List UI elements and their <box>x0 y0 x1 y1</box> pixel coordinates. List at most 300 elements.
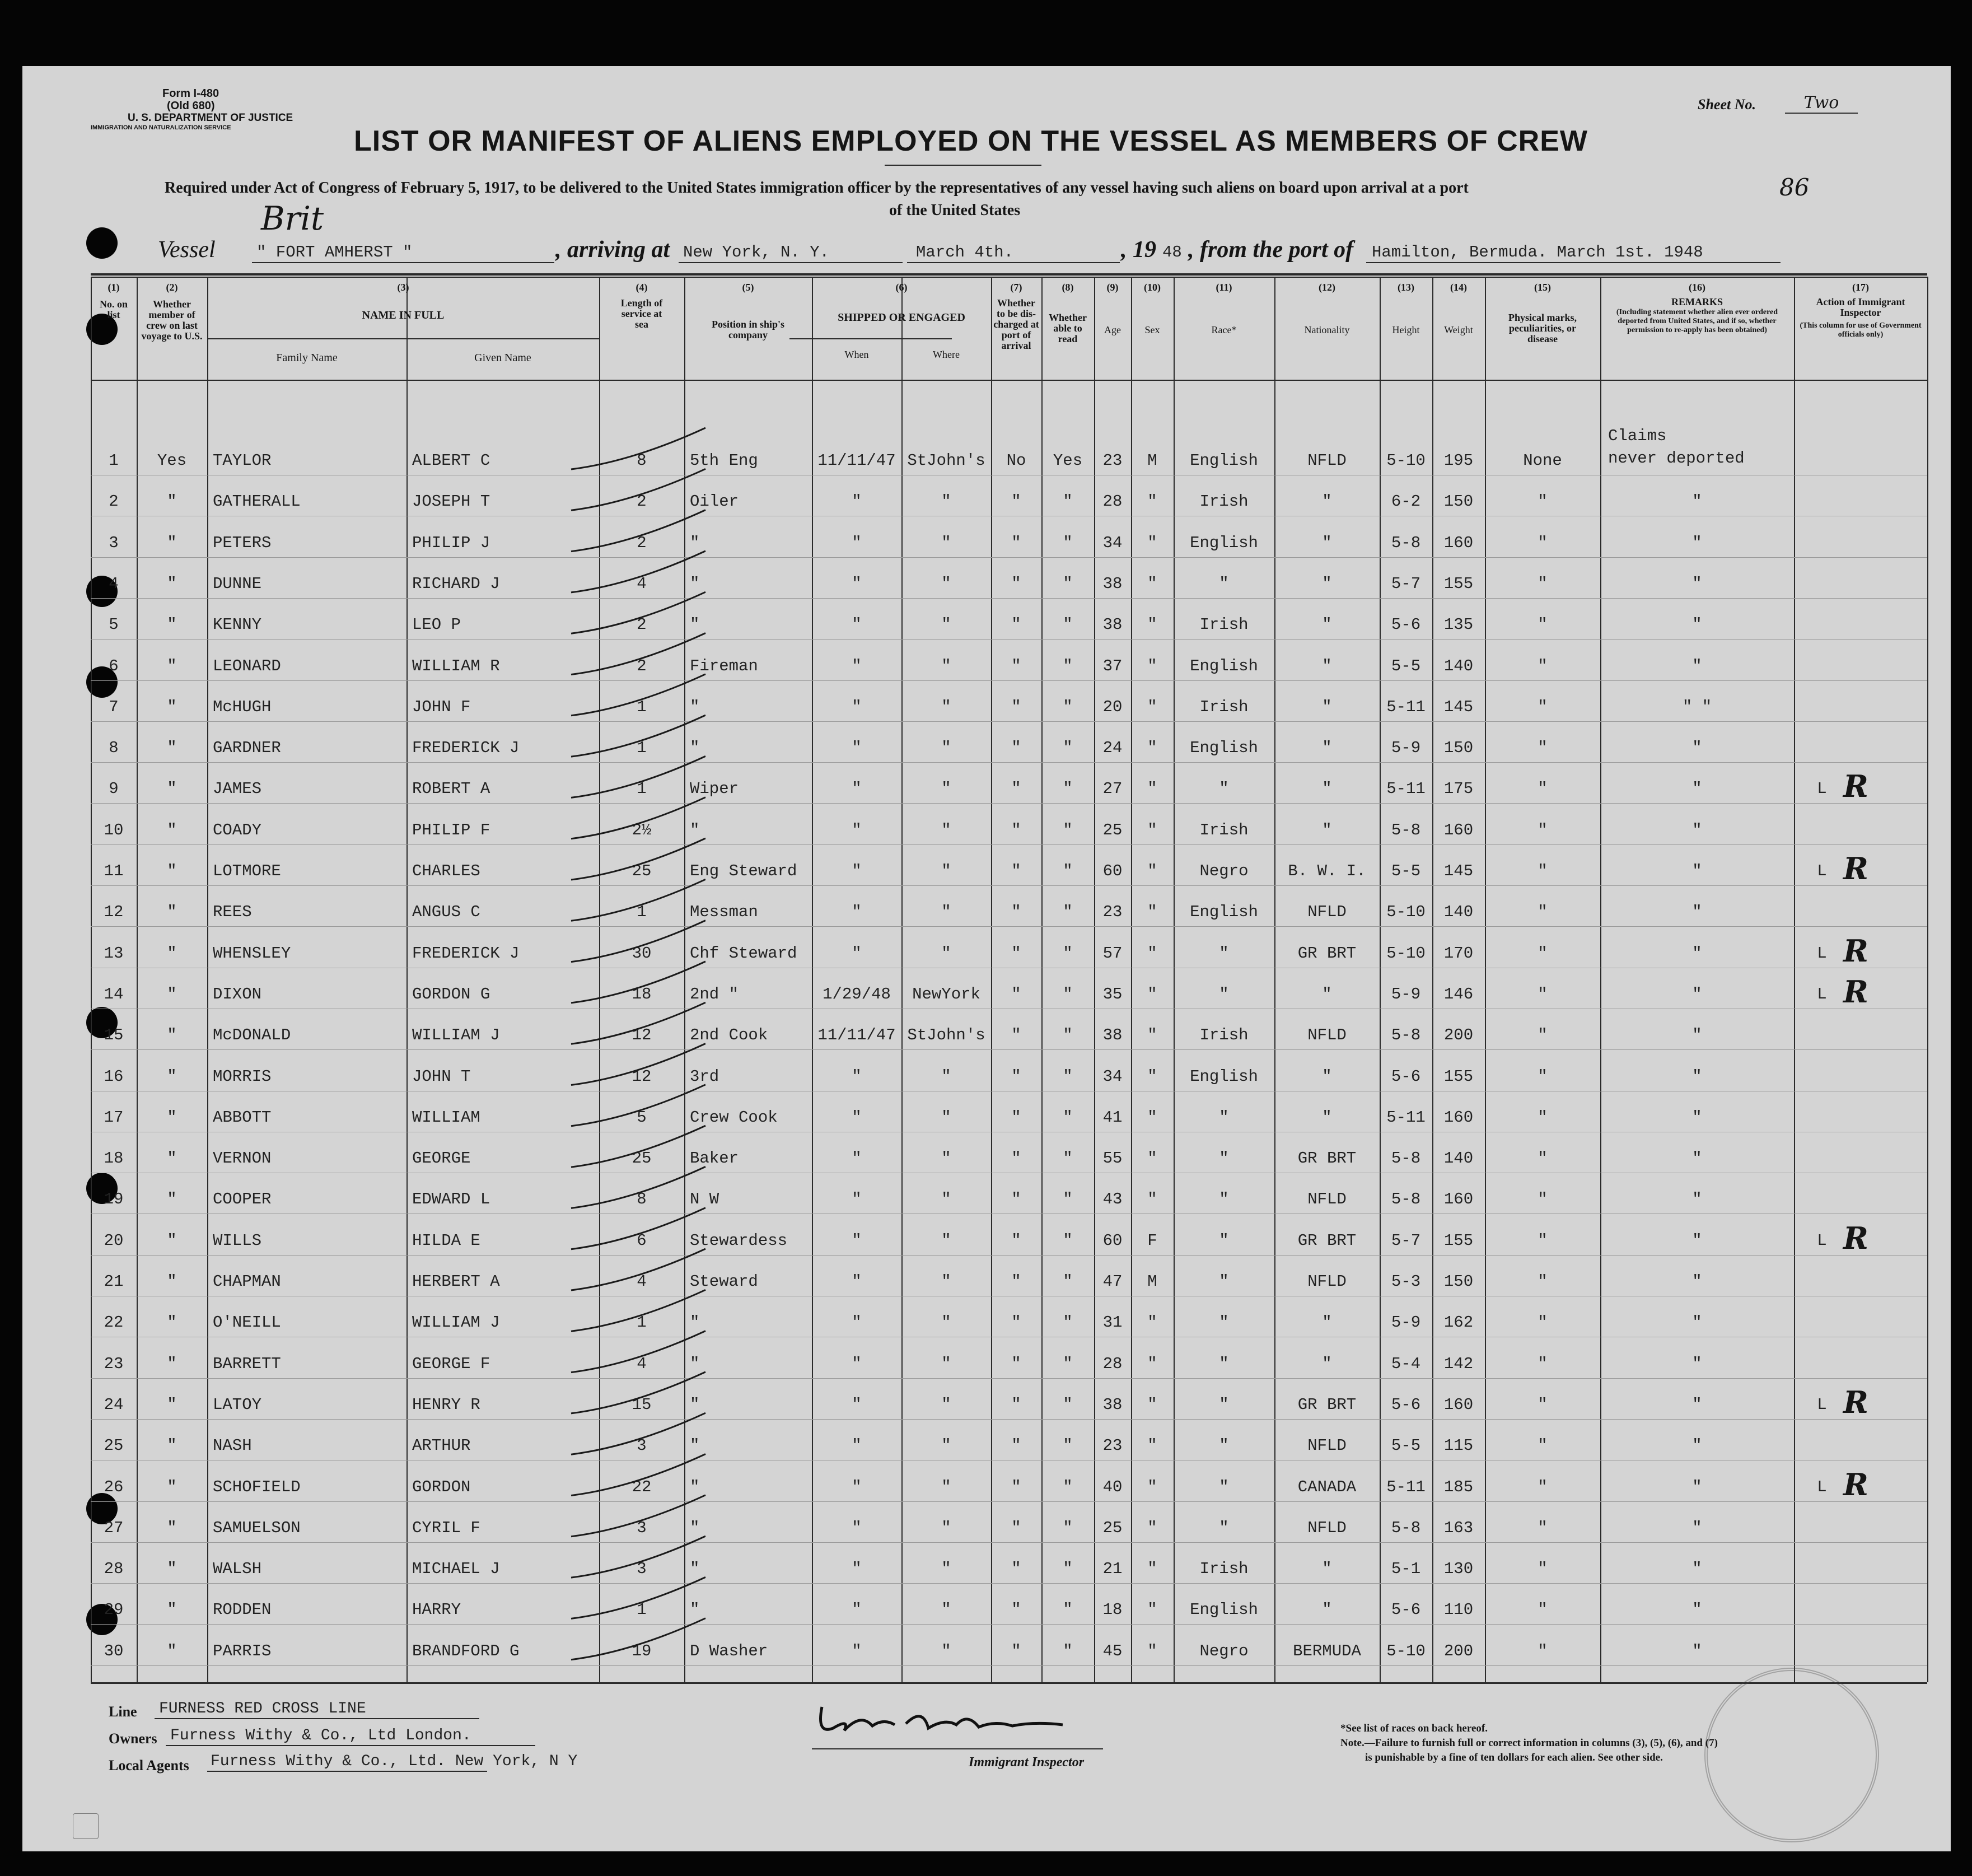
row-rule <box>91 762 1927 763</box>
position: Wiper <box>690 780 739 799</box>
nationality: GR BRT <box>1297 944 1357 963</box>
last-voyage: " <box>167 1272 177 1291</box>
column-divider <box>1485 277 1486 1682</box>
remarks: " <box>1692 1600 1702 1620</box>
age: 57 <box>1102 944 1123 963</box>
family-name: LATOY <box>213 1395 262 1414</box>
row-number: 4 <box>109 574 119 593</box>
shipped-where: " <box>941 903 951 922</box>
col-4-number: (4) <box>635 282 648 293</box>
able-to-read: " <box>1063 533 1073 552</box>
sex: " <box>1147 944 1157 963</box>
col-8-header: Whether able to read <box>1049 312 1087 344</box>
col-10-header: Sex <box>1144 324 1160 335</box>
age: 23 <box>1102 1436 1123 1455</box>
inspector-label: Immigrant Inspector <box>969 1755 1085 1770</box>
given-name: GORDON G <box>412 984 490 1004</box>
discharged: " <box>1011 492 1021 511</box>
height: 5-6 <box>1391 615 1421 634</box>
age: 21 <box>1102 1560 1123 1579</box>
remarks: " <box>1692 944 1702 963</box>
able-to-read: Yes <box>1053 451 1083 470</box>
physical-marks: None <box>1523 451 1562 470</box>
col-14-number: (14) <box>1450 282 1467 293</box>
able-to-read: " <box>1063 1149 1073 1168</box>
physical-marks: " <box>1538 615 1548 634</box>
nationality: " <box>1322 1354 1332 1373</box>
nationality: " <box>1322 739 1332 758</box>
given-name: GEORGE <box>412 1149 471 1168</box>
row-rule <box>91 1665 1927 1666</box>
service-length: 2 <box>637 615 647 634</box>
position: 2nd Cook <box>690 1026 768 1045</box>
row-rule <box>91 1624 1927 1625</box>
remarks: " <box>1692 1026 1702 1045</box>
service-length: 1 <box>637 739 647 758</box>
manifest-sheet <box>22 66 1951 1851</box>
column-divider <box>1794 277 1795 1682</box>
shipped-when: " <box>852 1067 862 1086</box>
row-number: 21 <box>104 1272 124 1291</box>
race: English <box>1190 533 1258 552</box>
given-name: GEORGE F <box>412 1354 490 1373</box>
col-17-number: (17) <box>1852 282 1869 293</box>
height: 5-6 <box>1391 1067 1421 1086</box>
able-to-read: " <box>1063 1600 1073 1620</box>
age: 28 <box>1102 1354 1123 1373</box>
able-to-read: " <box>1063 492 1073 511</box>
discharged: " <box>1011 1149 1021 1168</box>
shipped-where: " <box>941 697 951 716</box>
given-name: HERBERT A <box>412 1272 500 1291</box>
inspector-initial: R <box>1843 1384 1868 1420</box>
remarks: " <box>1692 1067 1702 1086</box>
shipped-when: " <box>852 862 862 880</box>
height: 5-10 <box>1386 903 1426 922</box>
able-to-read: " <box>1063 656 1073 675</box>
nationality: NFLD <box>1307 903 1347 922</box>
nationality: " <box>1322 1108 1332 1127</box>
physical-marks: " <box>1538 780 1548 799</box>
col-13-number: (13) <box>1398 282 1414 293</box>
remarks: " <box>1692 1395 1702 1414</box>
shipped-where: " <box>941 574 951 593</box>
age: 25 <box>1102 820 1123 839</box>
column-divider <box>1174 277 1175 1682</box>
nationality: " <box>1322 574 1332 593</box>
races-note: *See list of races on back hereof. <box>1340 1723 1488 1734</box>
sex: " <box>1147 615 1157 634</box>
remarks: " <box>1692 656 1702 675</box>
family-name: McHUGH <box>213 697 272 716</box>
position: " <box>690 820 700 839</box>
sex: " <box>1147 492 1157 511</box>
height: 5-11 <box>1386 1108 1426 1127</box>
discharged: " <box>1011 1272 1021 1291</box>
remarks: " <box>1692 1149 1702 1168</box>
weight: 160 <box>1443 533 1474 552</box>
nationality: " <box>1322 1600 1332 1620</box>
nationality: " <box>1322 492 1332 511</box>
weight: 185 <box>1443 1477 1474 1496</box>
row-number: 30 <box>104 1641 124 1660</box>
last-voyage: " <box>167 1354 177 1373</box>
discharged: " <box>1011 1190 1021 1209</box>
inspector-action: L <box>1817 984 1827 1004</box>
age: 34 <box>1102 1067 1123 1086</box>
given-name: PHILIP F <box>412 820 490 839</box>
given-name: HARRY <box>412 1600 461 1620</box>
last-voyage: " <box>167 820 177 839</box>
sex: " <box>1147 1149 1157 1168</box>
race: " <box>1219 1108 1229 1127</box>
col-16-header: REMARKS <box>1671 296 1723 307</box>
age: 18 <box>1102 1600 1123 1620</box>
sex: " <box>1147 1395 1157 1414</box>
able-to-read: " <box>1063 1395 1073 1414</box>
race: Irish <box>1199 615 1249 634</box>
department-name: U. S. DEPARTMENT OF JUSTICE <box>128 112 293 124</box>
arrival-port: New York, N. Y. <box>683 243 830 262</box>
remarks: " <box>1692 492 1702 511</box>
height: 5-5 <box>1391 1436 1421 1455</box>
able-to-read: " <box>1063 944 1073 963</box>
shipped-when: " <box>852 1641 862 1660</box>
age: 20 <box>1102 697 1123 716</box>
binder-hole <box>86 227 118 259</box>
column-subheader-rule <box>207 338 599 339</box>
height: 5-10 <box>1386 451 1426 470</box>
discharged: " <box>1011 1641 1021 1660</box>
sex: " <box>1147 862 1157 880</box>
sex: F <box>1147 1231 1157 1250</box>
column-divider <box>812 277 813 1682</box>
height: 5-10 <box>1386 1641 1426 1660</box>
height: 5-3 <box>1391 1272 1421 1291</box>
row-rule <box>91 885 1927 886</box>
last-voyage: " <box>167 903 177 922</box>
weight: 160 <box>1443 1395 1474 1414</box>
physical-marks: " <box>1538 739 1548 758</box>
last-voyage: " <box>167 862 177 880</box>
physical-marks: " <box>1538 656 1548 675</box>
year-prefix: , 19 <box>1121 237 1156 263</box>
remarks: " <box>1692 1518 1702 1537</box>
nationality: " <box>1322 533 1332 552</box>
remarks: " <box>1692 574 1702 593</box>
col-1-header: No. on list <box>99 298 128 320</box>
column-divider <box>684 277 685 1682</box>
weight: 150 <box>1443 1272 1474 1291</box>
height: 5-9 <box>1391 984 1421 1004</box>
vessel-name: " FORT AMHERST " <box>256 243 413 262</box>
weight: 160 <box>1443 1190 1474 1209</box>
family-name: TAYLOR <box>213 451 272 470</box>
shipped-when: " <box>852 574 862 593</box>
table-bottom-rule <box>91 1682 1927 1684</box>
form-number: Form I-480 <box>162 87 219 100</box>
race: Irish <box>1199 820 1249 839</box>
official-seal <box>1704 1668 1879 1842</box>
sex: " <box>1147 1108 1157 1127</box>
able-to-read: " <box>1063 574 1073 593</box>
weight: 160 <box>1443 1108 1474 1127</box>
family-name: PETERS <box>213 533 272 552</box>
last-voyage: " <box>167 1231 177 1250</box>
col-12-number: (12) <box>1319 282 1335 293</box>
age: 43 <box>1102 1190 1123 1209</box>
age: 41 <box>1102 1108 1123 1127</box>
inspector-initial: R <box>1843 851 1868 886</box>
discharged: " <box>1011 1560 1021 1579</box>
row-number: 13 <box>104 944 124 963</box>
remarks: " <box>1692 533 1702 552</box>
discharged: " <box>1011 780 1021 799</box>
physical-marks: " <box>1538 1272 1548 1291</box>
discharged: " <box>1011 615 1021 634</box>
weight: 195 <box>1443 451 1474 470</box>
last-voyage: " <box>167 1436 177 1455</box>
last-voyage: " <box>167 739 177 758</box>
sex: M <box>1147 1272 1157 1291</box>
shipped-where: " <box>941 1067 951 1086</box>
owners-value: Furness Withy & Co., Ltd London. <box>170 1727 471 1744</box>
sex: " <box>1147 1436 1157 1455</box>
family-name: O'NEILL <box>213 1313 281 1332</box>
able-to-read: " <box>1063 697 1073 716</box>
row-number: 29 <box>104 1600 124 1620</box>
height: 5-7 <box>1391 1231 1421 1250</box>
given-name: CHARLES <box>412 862 480 880</box>
last-voyage: " <box>167 1477 177 1496</box>
last-voyage: " <box>167 1067 177 1086</box>
given-name: HENRY R <box>412 1395 480 1414</box>
shipped-when: 1/29/48 <box>823 984 891 1004</box>
sex: " <box>1147 574 1157 593</box>
given-name: HILDA E <box>412 1231 480 1250</box>
physical-marks: " <box>1538 1641 1548 1660</box>
row-number: 3 <box>109 533 119 552</box>
row-rule <box>91 639 1927 640</box>
shipped-where: NewYork <box>912 984 980 1004</box>
weight: 162 <box>1443 1313 1474 1332</box>
position: Fireman <box>690 656 758 675</box>
nationality: B. W. I. <box>1288 862 1366 880</box>
physical-marks: " <box>1538 1600 1548 1620</box>
row-rule <box>91 1049 1927 1050</box>
weight: 140 <box>1443 1149 1474 1168</box>
col-9-number: (9) <box>1106 282 1119 293</box>
given-name: LEO P <box>412 615 461 634</box>
penalty-note-1: Note.—Failure to furnish full or correct information in columns (3), (5), (6), and (7) <box>1340 1737 1718 1749</box>
race: Irish <box>1199 492 1249 511</box>
col-17-header: Action of Immigrant Inspector <box>1816 296 1905 318</box>
weight: 130 <box>1443 1560 1474 1579</box>
nationality: " <box>1322 984 1332 1004</box>
service-length: 18 <box>632 984 652 1004</box>
sex: " <box>1147 820 1157 839</box>
last-voyage: " <box>167 697 177 716</box>
nationality: GR BRT <box>1297 1149 1357 1168</box>
weight: 150 <box>1443 492 1474 511</box>
sheet-number: Two <box>1785 93 1858 114</box>
race: " <box>1219 1149 1229 1168</box>
row-rule <box>91 721 1927 722</box>
subtitle-line1: Required under Act of Congress of February 5, 1917, to be delivered to the United States immigration officer by the representatives of any vessel having such aliens on board upon arrival at a port <box>165 179 1469 197</box>
able-to-read: " <box>1063 862 1073 880</box>
position: Eng Steward <box>690 862 797 880</box>
given-name: WILLIAM R <box>412 656 500 675</box>
race: English <box>1190 739 1258 758</box>
row-number: 20 <box>104 1231 124 1250</box>
age: 38 <box>1102 1026 1123 1045</box>
col-3b-header: Given Name <box>474 352 531 364</box>
shipped-when: " <box>852 1436 862 1455</box>
row-rule <box>91 680 1927 681</box>
family-name: CHAPMAN <box>213 1272 281 1291</box>
remarks: " <box>1692 1436 1702 1455</box>
shipped-when: " <box>852 1477 862 1496</box>
shipped-where: " <box>941 820 951 839</box>
row-number: 24 <box>104 1395 124 1414</box>
weight: 110 <box>1443 1600 1474 1620</box>
col-13-header: Height <box>1392 324 1420 335</box>
remarks: " <box>1692 1272 1702 1291</box>
given-name: JOHN T <box>412 1067 471 1086</box>
column-divider <box>137 277 138 1682</box>
position: " <box>690 1477 700 1496</box>
position: " <box>690 739 700 758</box>
sex: " <box>1147 903 1157 922</box>
race: Irish <box>1199 1560 1249 1579</box>
given-name: GORDON <box>412 1477 471 1496</box>
family-name: BARRETT <box>213 1354 281 1373</box>
weight: 142 <box>1443 1354 1474 1373</box>
col-6-header: SHIPPED OR ENGAGED <box>838 311 965 324</box>
row-number: 19 <box>104 1190 124 1209</box>
physical-marks: " <box>1538 1231 1548 1250</box>
service-length: 1 <box>637 903 647 922</box>
able-to-read: " <box>1063 984 1073 1004</box>
shipped-where: " <box>941 739 951 758</box>
row-rule <box>91 557 1927 558</box>
column-divider <box>1927 277 1928 1682</box>
age: 24 <box>1102 739 1123 758</box>
service-length: 2 <box>637 492 647 511</box>
service-length: 1 <box>637 1600 647 1620</box>
shipped-when: " <box>852 1395 862 1414</box>
inspector-initial: R <box>1843 1466 1868 1502</box>
physical-marks: " <box>1538 1149 1548 1168</box>
race: " <box>1219 1477 1229 1496</box>
given-name: JOSEPH T <box>412 492 490 511</box>
physical-marks: " <box>1538 1395 1548 1414</box>
penalty-note-2: is punishable by a fine of ten dollars for each alien. See other side. <box>1365 1752 1663 1763</box>
column-divider <box>901 277 903 1682</box>
last-voyage: " <box>167 1149 177 1168</box>
signature-rule <box>812 1748 1103 1749</box>
age: 34 <box>1102 533 1123 552</box>
weight: 140 <box>1443 656 1474 675</box>
shipped-when: " <box>852 1149 862 1168</box>
discharged: " <box>1011 1518 1021 1537</box>
able-to-read: " <box>1063 1436 1073 1455</box>
row-number: 11 <box>104 862 124 880</box>
col-15-number: (15) <box>1534 282 1551 293</box>
height: 5-8 <box>1391 820 1421 839</box>
family-name: LOTMORE <box>213 862 281 880</box>
nationality: NFLD <box>1307 1436 1347 1455</box>
service-length: 15 <box>632 1395 652 1414</box>
shipped-when: " <box>852 1518 862 1537</box>
height: 5-9 <box>1391 1313 1421 1332</box>
physical-marks: " <box>1538 944 1548 963</box>
physical-marks: " <box>1538 820 1548 839</box>
remarks: " <box>1692 1477 1702 1496</box>
last-voyage: " <box>167 656 177 675</box>
shipped-where: StJohn's <box>907 451 985 470</box>
row-number: 7 <box>109 697 119 716</box>
col-8-number: (8) <box>1062 282 1074 293</box>
remarks: " <box>1692 984 1702 1004</box>
row-number: 8 <box>109 739 119 758</box>
given-name: PHILIP J <box>412 533 490 552</box>
shipped-when: " <box>852 780 862 799</box>
service-length: 2 <box>637 533 647 552</box>
remarks: " <box>1692 1108 1702 1127</box>
sheet-label: Sheet No. <box>1698 96 1756 113</box>
discharged: " <box>1011 697 1021 716</box>
row-number: 17 <box>104 1108 124 1127</box>
shipped-where: " <box>941 862 951 880</box>
family-name: ABBOTT <box>213 1108 272 1127</box>
height: 5-1 <box>1391 1560 1421 1579</box>
physical-marks: " <box>1538 1313 1548 1332</box>
column-divider <box>1131 277 1132 1682</box>
remarks: " <box>1692 739 1702 758</box>
physical-marks: " <box>1538 862 1548 880</box>
weight: 175 <box>1443 780 1474 799</box>
race: English <box>1190 903 1258 922</box>
last-voyage: " <box>167 1560 177 1579</box>
height: 5-11 <box>1386 1477 1426 1496</box>
last-voyage: " <box>167 944 177 963</box>
position: " <box>690 1560 700 1579</box>
position: Stewardess <box>690 1231 788 1250</box>
position: Crew Cook <box>690 1108 778 1127</box>
inspector-initial: R <box>1843 932 1868 969</box>
remarks: " <box>1692 1354 1702 1373</box>
last-voyage: " <box>167 984 177 1004</box>
position: " <box>690 1600 700 1620</box>
service-length: 3 <box>637 1518 647 1537</box>
family-name: JAMES <box>213 780 262 799</box>
position: " <box>690 1354 700 1373</box>
remarks: " <box>1692 780 1702 799</box>
last-voyage: " <box>167 1641 177 1660</box>
remarks: " <box>1692 1560 1702 1579</box>
age: 31 <box>1102 1313 1123 1332</box>
sex: " <box>1147 739 1157 758</box>
column-divider <box>1094 277 1095 1682</box>
position: " <box>690 697 700 716</box>
row-number: 22 <box>104 1313 124 1332</box>
column-divider <box>599 277 600 1682</box>
discharged: " <box>1011 944 1021 963</box>
height: 5-7 <box>1391 574 1421 593</box>
race: " <box>1219 1354 1229 1373</box>
sex: " <box>1147 697 1157 716</box>
